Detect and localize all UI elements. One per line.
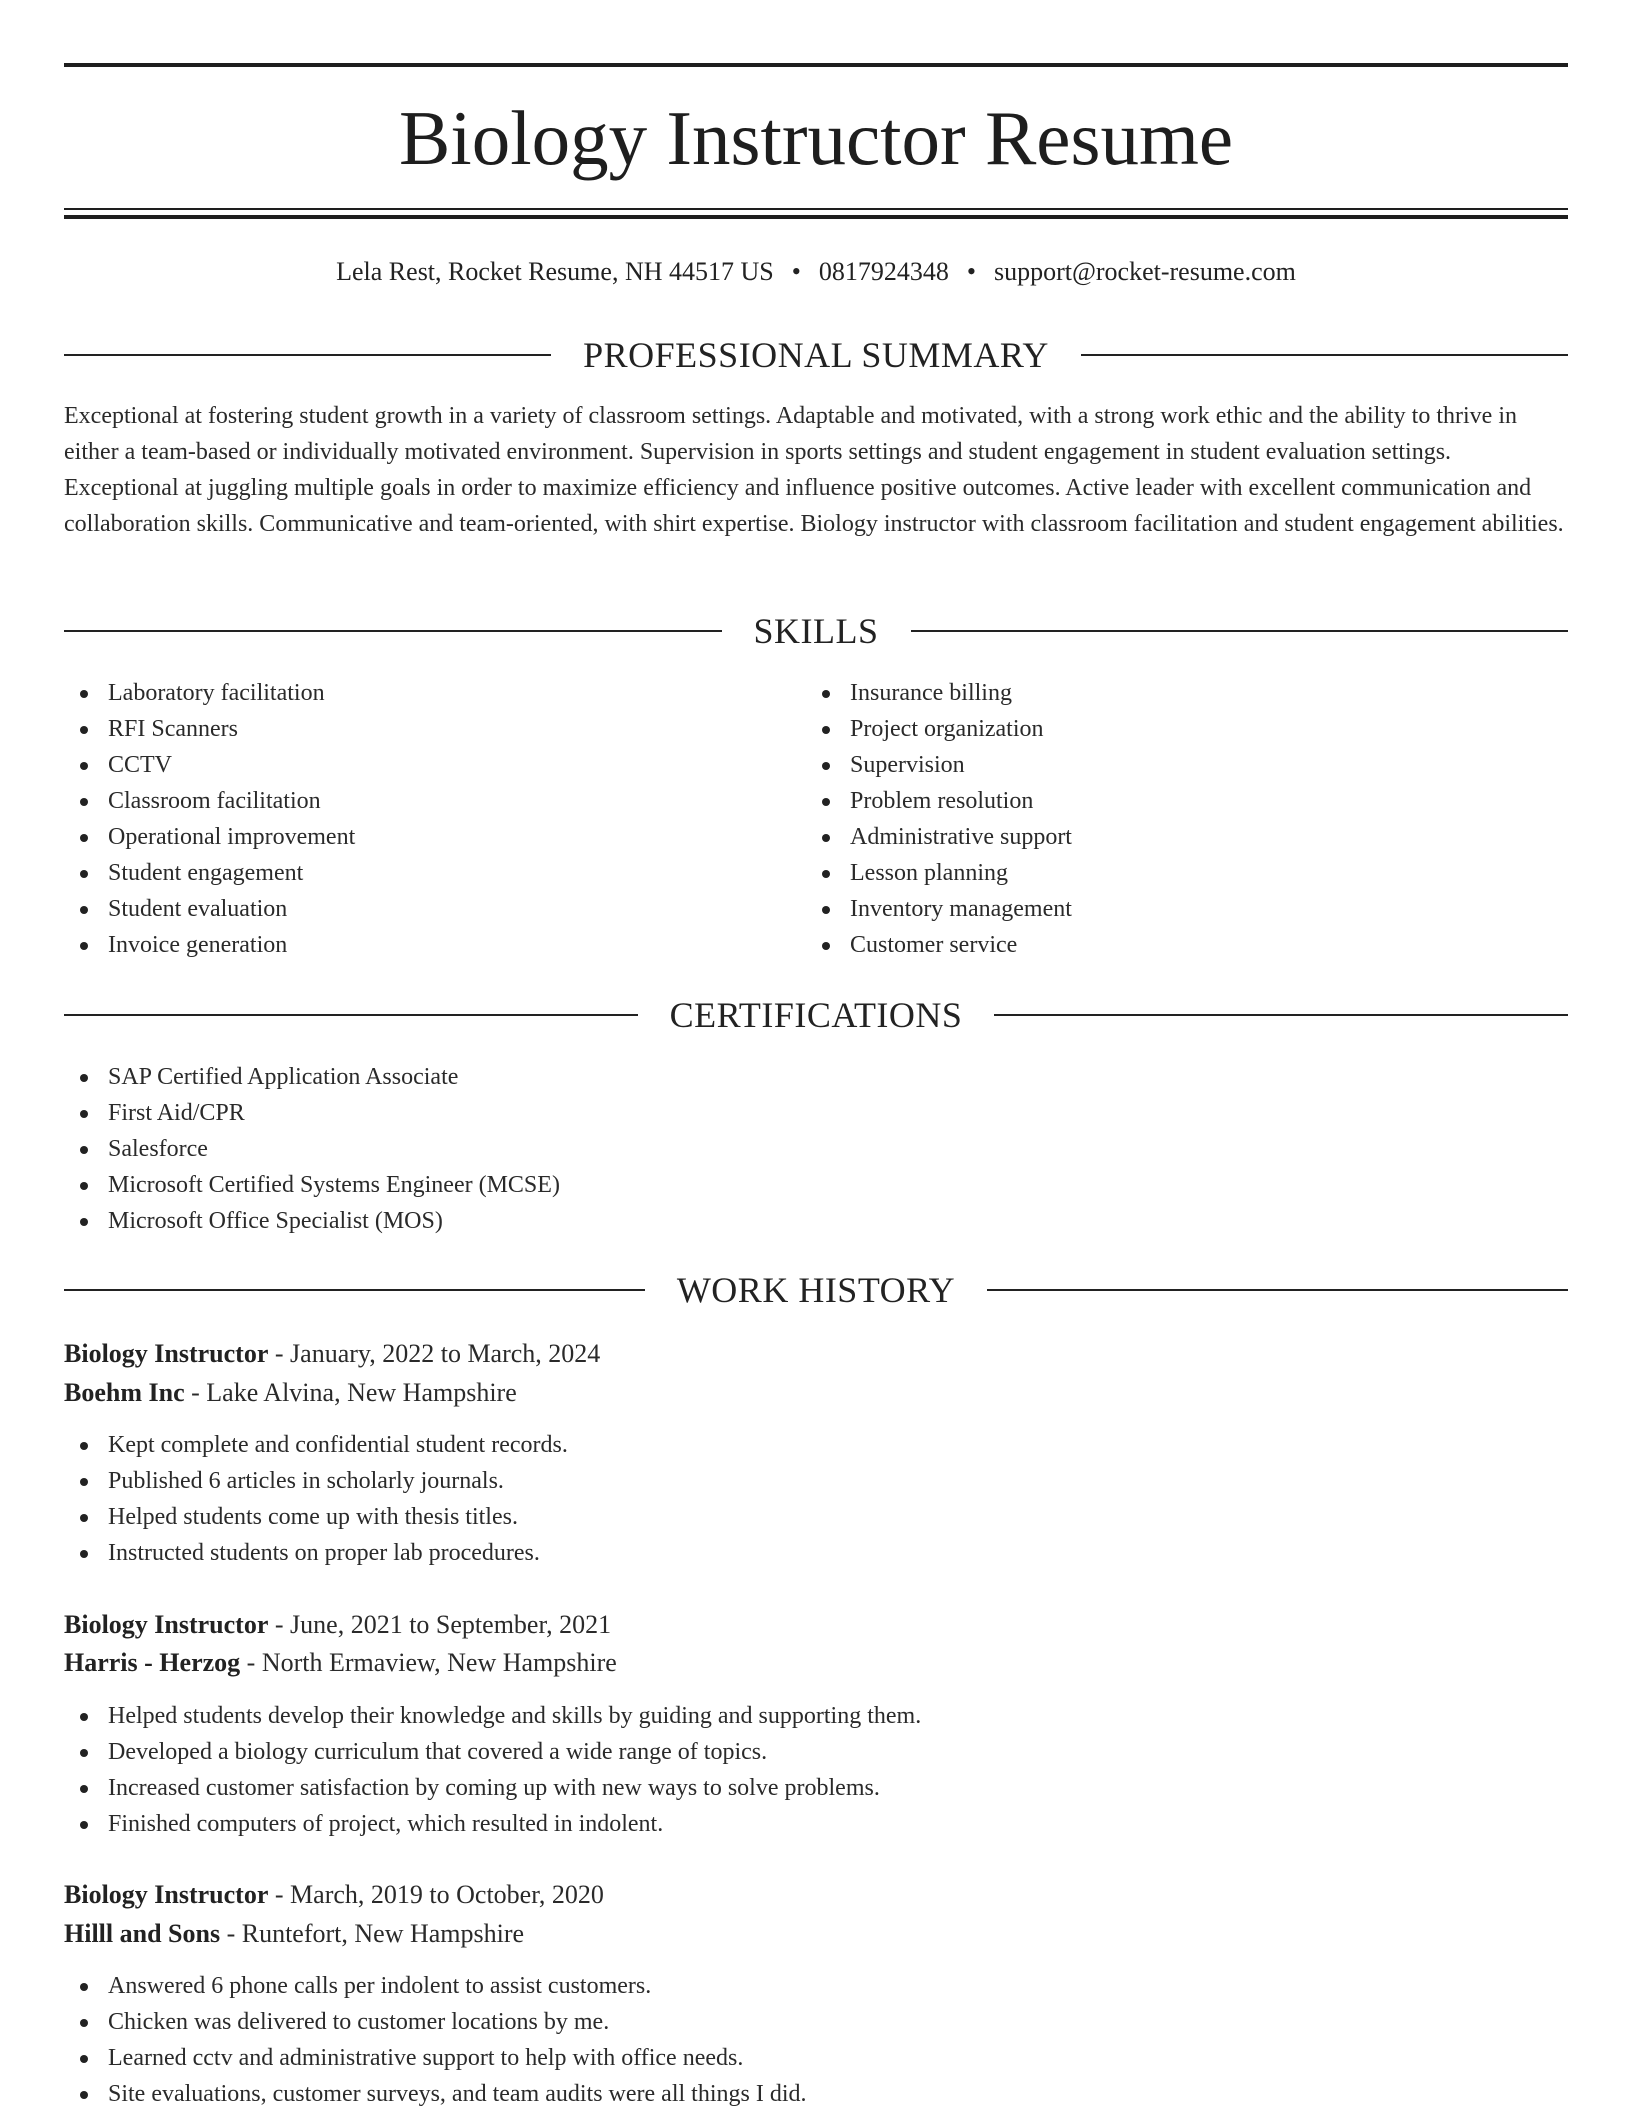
certification-item: Microsoft Certified Systems Engineer (MCSE) xyxy=(64,1167,1064,1203)
contact-separator: • xyxy=(791,257,801,286)
job-title-line xyxy=(64,1606,611,1644)
skills-list-left xyxy=(64,675,804,963)
contact-address: Lela Rest, Rocket Resume, NH 44517 US xyxy=(336,257,774,286)
summary-text: Exceptional at fostering student growth in a variety of classroom settings. Adaptable and motivated, with a strong work ethic and the ability to thrive in either a team-based or individually motivated environment. Supervision in sports settings and student engagement in student evaluation settings. Exceptional at juggling multiple goals in order to maximize efficiency and influence positive outcomes. Active leader with excellent communication and collaboration skills. Communicative and team-oriented, with shirt expertise. Biology instructor with classroom facilitation and student engagement abilities. xyxy=(64,403,1564,537)
job-bullet: Helped students come up with thesis titles. xyxy=(64,1499,1464,1535)
top-rule xyxy=(64,63,1568,67)
job-title-line xyxy=(64,1876,604,1914)
skill-item: Project organization xyxy=(806,711,1546,747)
job-bullet: Instructed students on proper lab procedures. xyxy=(64,1535,1464,1571)
resume-title: Biology Instructor Resume xyxy=(398,95,1234,181)
job-bullet: Published 6 articles in scholarly journals. xyxy=(64,1463,1464,1499)
job-bullet: Finished computers of project, which resulted in indolent. xyxy=(64,1806,1464,1842)
job-bullets xyxy=(64,1698,1464,1842)
skill-item: Problem resolution xyxy=(806,783,1546,819)
skill-item: Classroom facilitation xyxy=(64,783,804,819)
title-rule-thin xyxy=(64,208,1568,210)
certification-item: SAP Certified Application Associate xyxy=(64,1059,1064,1095)
job-company: Boehm Inc xyxy=(64,1378,185,1407)
job-bullets xyxy=(64,1968,1464,2112)
job-bullet: Chicken was delivered to customer locations by me. xyxy=(64,2004,1464,2040)
certification-item: Microsoft Office Specialist (MOS) xyxy=(64,1203,1064,1239)
contact-separator: • xyxy=(966,257,976,286)
contact-phone: 0817924348 xyxy=(818,257,949,286)
skill-item: RFI Scanners xyxy=(64,711,804,747)
section-title-certifications: CERTIFICATIONS xyxy=(669,995,963,1035)
skill-item: Inventory management xyxy=(806,891,1546,927)
section-title-summary: PROFESSIONAL SUMMARY xyxy=(583,335,1049,375)
job-company: Hilll and Sons xyxy=(64,1919,221,1948)
skill-item: CCTV xyxy=(64,747,804,783)
section-rule xyxy=(64,354,551,356)
skill-item: Student evaluation xyxy=(64,891,804,927)
job-dates: - March, 2019 to October, 2020 xyxy=(268,1880,604,1909)
skill-item: Customer service xyxy=(806,927,1546,963)
certifications-list xyxy=(64,1059,1064,1239)
section-rule xyxy=(64,630,722,632)
job-title-line xyxy=(64,1335,600,1373)
job-title: Biology Instructor xyxy=(64,1610,269,1639)
job-dates: - June, 2021 to September, 2021 xyxy=(268,1610,612,1639)
skill-item: Invoice generation xyxy=(64,927,804,963)
job-company: Harris - Herzog xyxy=(64,1648,241,1677)
job-bullet: Learned cctv and administrative support to help with office needs. xyxy=(64,2040,1464,2076)
skill-item: Student engagement xyxy=(64,855,804,891)
job-company-line xyxy=(64,1915,524,1953)
section-title-skills: SKILLS xyxy=(753,611,879,651)
job-bullet: Helped students develop their knowledge and skills by guiding and supporting them. xyxy=(64,1698,1464,1734)
job-company-line xyxy=(64,1644,617,1682)
job-dates: - January, 2022 to March, 2024 xyxy=(268,1339,601,1368)
skill-item: Laboratory facilitation xyxy=(64,675,804,711)
section-rule xyxy=(911,630,1569,632)
job-location: - North Ermaview, New Hampshire xyxy=(240,1648,617,1677)
title-rule-thick xyxy=(64,215,1568,219)
job-title: Biology Instructor xyxy=(64,1339,269,1368)
section-rule xyxy=(987,1289,1568,1291)
section-header-work-history xyxy=(64,1267,1568,1313)
job-bullet: Increased customer satisfaction by coming up with new ways to solve problems. xyxy=(64,1770,1464,1806)
job-bullet: Site evaluations, customer surveys, and team audits were all things I did. xyxy=(64,2076,1464,2112)
section-rule xyxy=(64,1014,638,1016)
job-location: - Runtefort, New Hampshire xyxy=(220,1919,525,1948)
contact-email: support@rocket-resume.com xyxy=(993,257,1296,286)
section-header-summary xyxy=(64,332,1568,378)
job-location: - Lake Alvina, New Hampshire xyxy=(184,1378,517,1407)
contact-line xyxy=(64,254,1568,290)
section-header-skills xyxy=(64,608,1568,654)
job-bullet: Developed a biology curriculum that covered a wide range of topics. xyxy=(64,1734,1464,1770)
skill-item: Lesson planning xyxy=(806,855,1546,891)
job-bullets xyxy=(64,1427,1464,1571)
certification-item: Salesforce xyxy=(64,1131,1064,1167)
skill-item: Insurance billing xyxy=(806,675,1546,711)
job-bullet: Kept complete and confidential student records. xyxy=(64,1427,1464,1463)
section-rule xyxy=(64,1289,645,1291)
section-title-work-history: WORK HISTORY xyxy=(676,1270,956,1310)
section-rule xyxy=(994,1014,1568,1016)
job-bullet: Answered 6 phone calls per indolent to assist customers. xyxy=(64,1968,1464,2004)
skill-item: Supervision xyxy=(806,747,1546,783)
skills-list-right xyxy=(806,675,1546,963)
skill-item: Operational improvement xyxy=(64,819,804,855)
job-title: Biology Instructor xyxy=(64,1880,269,1909)
skill-item: Administrative support xyxy=(806,819,1546,855)
job-company-line xyxy=(64,1374,517,1412)
certification-item: First Aid/CPR xyxy=(64,1095,1064,1131)
section-header-certifications xyxy=(64,992,1568,1038)
section-rule xyxy=(1081,354,1568,356)
